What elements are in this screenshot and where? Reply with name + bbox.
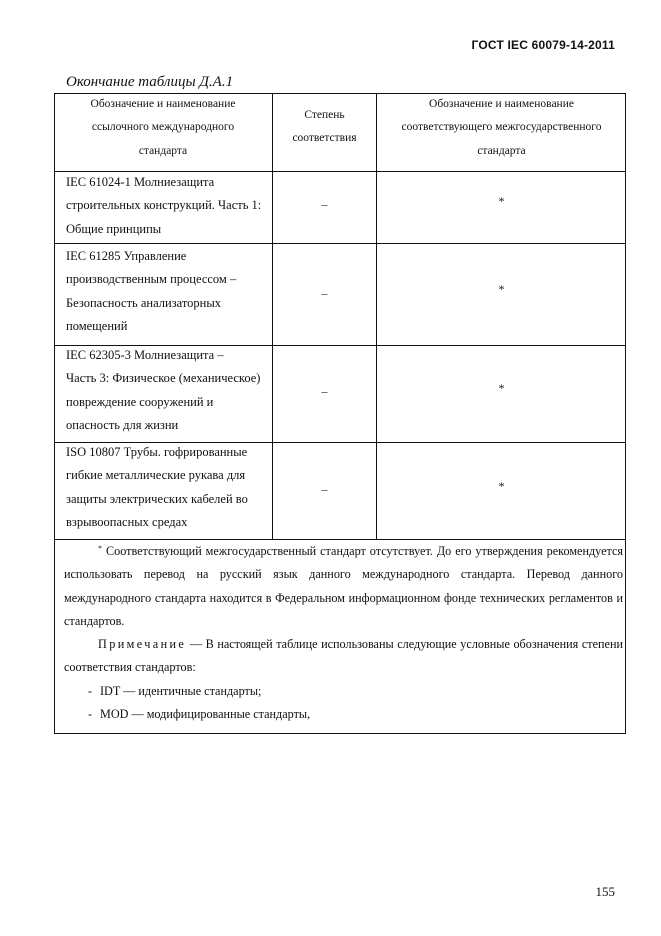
table-row-4-reference	[66, 441, 271, 534]
header-interstate-line-3: стандарта	[477, 144, 526, 157]
header-interstate-standard	[377, 93, 626, 163]
footnote-mark: *	[98, 544, 102, 553]
table-row-1-degree: –	[321, 197, 328, 211]
row-2-line-3: Безопасность анализаторных	[66, 295, 221, 310]
table-border-right	[625, 93, 626, 734]
table-row-3-interstate: *	[498, 381, 505, 395]
standards-table	[54, 93, 626, 734]
header-degree	[273, 104, 376, 151]
table-border-bottom	[54, 733, 626, 734]
row-1-line-2: строительных конструкций. Часть 1:	[66, 198, 262, 213]
row-1-line-3: Общие принципы	[66, 221, 162, 236]
row-2-line-1: IEC 61285 Управление	[66, 249, 187, 263]
row-4-line-2: гибкие металлические рукава для	[66, 468, 246, 483]
row-2-line-2: производственным процессом –	[66, 272, 237, 287]
list-item-text: MOD — модифицированные стандарты,	[100, 707, 311, 722]
table-row-4-interstate: *	[498, 479, 505, 493]
table-row-3-reference	[66, 344, 271, 437]
list-item	[64, 703, 623, 726]
header-reference-standard	[54, 93, 272, 163]
footnote	[64, 540, 623, 633]
table-caption: Окончание таблицы Д.А.1	[66, 74, 234, 90]
table-row-4-degree: –	[321, 482, 328, 496]
row-3-line-4: опасность для жизни	[66, 417, 179, 432]
table-row-3-degree: –	[321, 384, 328, 398]
row-1-line-1: IEC 61024-1 Молниезащита	[66, 175, 215, 189]
table-row-2-reference	[66, 245, 271, 338]
header-degree-line-1: Степень	[304, 109, 345, 121]
page-number: 155	[595, 884, 615, 899]
table-row-2-degree: –	[321, 286, 328, 300]
table-row-1-reference	[66, 171, 271, 241]
list-item	[64, 680, 623, 703]
table-row-2-interstate: *	[498, 282, 505, 296]
note-label: Примечание	[98, 637, 187, 652]
list-item-text: IDT — идентичные стандарты;	[100, 683, 262, 698]
table-row-1-interstate: *	[498, 194, 505, 208]
row-4-line-1: ISO 10807 Трубы. гофрированные	[66, 445, 248, 459]
table-border-left	[54, 93, 55, 734]
table-footer	[64, 540, 623, 726]
header-reference-line-2: ссылочного международного	[91, 121, 235, 134]
column-divider-1	[272, 93, 273, 540]
note	[64, 633, 623, 680]
row-3-line-1: IEC 62305-3 Молниезащита –	[66, 348, 224, 362]
header-reference-line-3: стандарта	[138, 144, 188, 157]
row-4-line-4: взрывоопасных средах	[66, 514, 188, 529]
document-code: ГОСТ IEC 60079-14-2011	[471, 38, 615, 52]
row-3-line-3: повреждение сооружений и	[66, 394, 214, 409]
header-interstate-line-2: соответствующего межгосударственного	[401, 121, 602, 134]
row-2-line-4: помещений	[66, 318, 128, 333]
note-text: — В настоящей таблице использованы следующие условные обозначения степени соответствия стандартов:	[64, 637, 623, 675]
header-degree-line-2: соответствия	[292, 132, 357, 145]
row-4-line-3: защиты электрических кабелей во	[66, 491, 248, 506]
list-bullet: -	[88, 683, 93, 698]
footnote-text: Соответствующий межгосударственный стандарт отсутствует. До его утверждения рекомендуется использовать перевод на русский язык данного международного стандарта. Перевод данного международного стандарта находится в Федеральном информационном фонде технических регламентов и стандартов.	[64, 544, 623, 628]
header-reference-line-1: Обозначение и наименование	[90, 98, 236, 110]
list-bullet: -	[88, 707, 93, 722]
row-3-line-2: Часть 3: Физическое (механическое)	[66, 371, 261, 386]
header-interstate-line-1: Обозначение и наименование	[429, 98, 574, 110]
